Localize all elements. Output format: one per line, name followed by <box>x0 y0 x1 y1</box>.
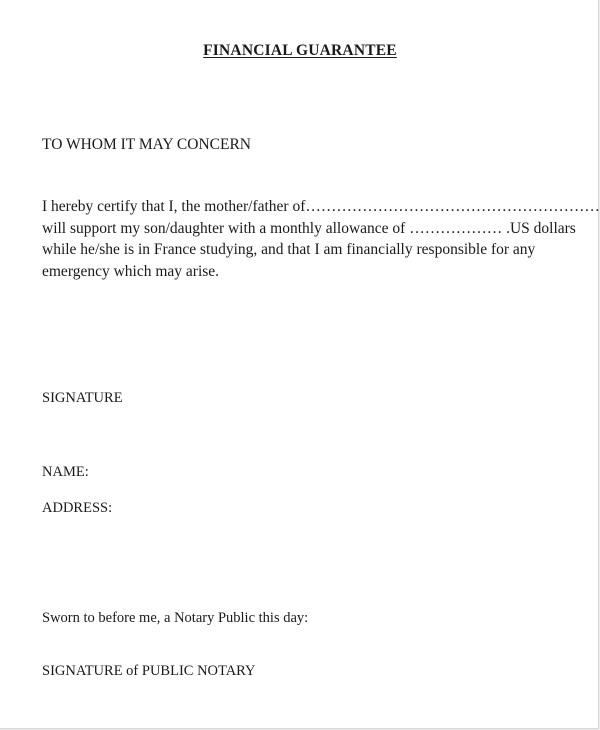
document-title-text: FINANCIAL GUARANTEE <box>203 42 397 59</box>
sworn-statement: Sworn to before me, a Notary Public this day: <box>42 610 309 626</box>
address-label: ADDRESS: <box>42 500 113 516</box>
paragraph-line: will support my son/daughter with a monthly allowance of ……………… .US dollars <box>42 219 576 237</box>
paragraph-line: I hereby certify that I, the mother/father of………………………………………………… <box>42 198 600 215</box>
document-title <box>0 40 600 62</box>
certification-paragraph <box>42 196 600 282</box>
paragraph-line: while he/she is in France studying, and that I am financially responsible for any <box>42 241 536 258</box>
salutation: TO WHOM IT MAY CONCERN <box>42 136 251 153</box>
paragraph-line: emergency which may arise. <box>42 262 220 280</box>
notary-signature-label: SIGNATURE of PUBLIC NOTARY <box>42 663 256 679</box>
name-label: NAME: <box>42 464 89 480</box>
signature-label: SIGNATURE <box>42 390 123 406</box>
